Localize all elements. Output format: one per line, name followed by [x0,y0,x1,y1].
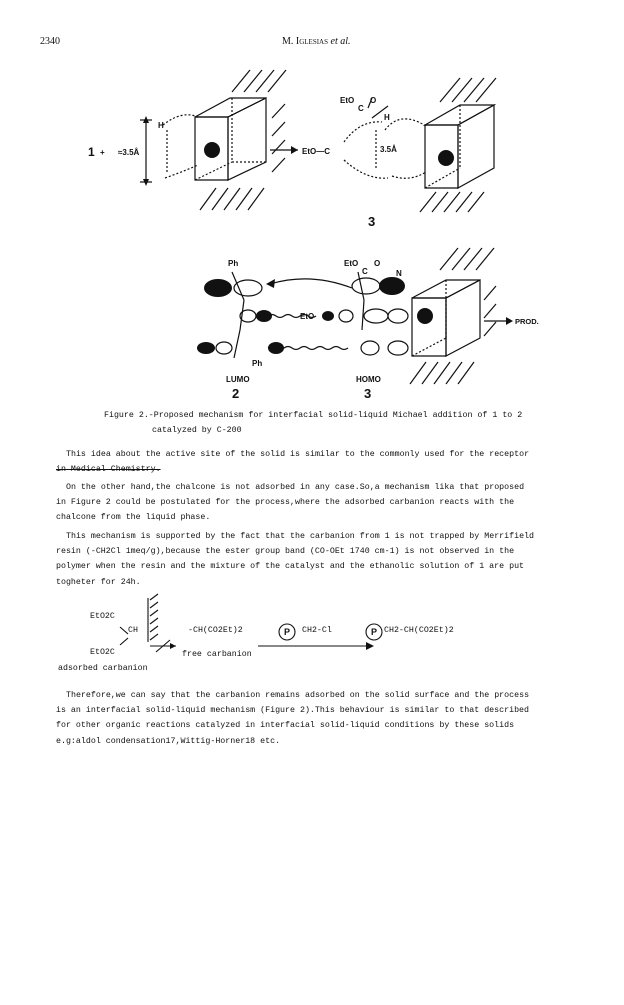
polymer-p-1: P [284,627,291,637]
scheme-free-label: free carbanion [182,650,252,659]
label-o-bottom: O [374,259,381,268]
label-compound-3-bottom: 3 [364,386,372,401]
p3-line-1: This mechanism is supported by the fact that the carbanion from 1 is not trapped by Merrifield [66,532,535,541]
page-number: 2340 [40,36,60,47]
label-eto-center: EtO [300,312,315,321]
p2-line-1: On the other hand,the chalcone is not adsorbed in any case.So,a mechanism lika that proposed [66,483,525,492]
p4-line-1: Therefore,we can say that the carbanion remains adsorbed on the solid surface and the process [66,691,530,700]
p4-line-4: e.g:aldol condensation17,Wittig-Horner18 etc. [56,736,281,746]
label-eto-top: EtO [340,96,355,105]
author-suffix: et al. [330,36,351,47]
scheme-product: CH2-CH(CO2Et)2 [384,626,454,635]
caption-line-2: catalyzed by C-200 [152,426,242,436]
label-c-top: C [358,104,364,113]
scheme-eto2c-top: EtO2C [90,612,115,621]
author-name: M. Iglesias [282,36,329,47]
scheme-ch: CH [128,626,138,635]
p3-line-4: togheter for 24h. [56,577,141,587]
p2-line-3: chalcone from the liquid phase. [56,513,211,523]
label-ph-top: Ph [228,259,239,268]
p1-line-2: in Medical Chemistry. [56,465,161,475]
label-homo: HOMO [356,375,381,384]
label-h-left: H [158,121,164,130]
label-compound-2: 2 [232,386,240,401]
label-lumo: LUMO [226,375,250,384]
p3-line-3: polymer when the resin and the mixture of the catalyst and the ethanolic solution of 1 are put [56,562,525,572]
scheme-free-anion: -CH(CO2Et)2 [188,626,243,635]
scheme-ch2cl: CH2-Cl [302,626,332,635]
label-ph-bottom: Ph [252,359,263,368]
polymer-p-2: P [371,627,378,637]
label-n-bottom: N [396,269,402,278]
scheme-eto2c-bottom: EtO2C [90,648,115,657]
paragraph-4 [56,688,596,749]
p4-line-3: for other organic reactions catalyzed in interfacial solid-liquid conditions by these solids [56,721,515,731]
label-eto-c: EtO—C [302,147,330,156]
caption-line-1: Figure 2.-Proposed mechanism for interfacial solid-liquid Michael addition of 1 to 2 [104,411,523,420]
scheme-adsorbed-label: adsorbed carbanion [58,664,148,673]
label-h-right: H [384,113,390,122]
label-prod: PROD. [515,317,539,326]
label-c-bottom: C [362,267,368,276]
p3-line-2: resin (-CH2Cl 1meq/g),because the ester group band (CO-OEt 1740 cm-1) is not observed in the [56,547,515,557]
p1-line-1: This idea about the active site of the solid is similar to the commonly used for the receptor [66,450,530,459]
label-plus: + [100,148,105,157]
label-compound-3-top: 3 [368,214,376,229]
p4-line-2: is an interfacial solid-liquid mechanism (Figure 2).This behaviour is similar to that described [56,706,529,716]
p2-line-2: in Figure 2 could be postulated for the process,where the adsorbed carbanion reacts with the [56,498,515,508]
label-eto-bottom: EtO [344,259,359,268]
label-o-top: O [370,96,377,105]
label-dist-right: 3.5Å [380,145,397,154]
label-compound-1: 1 [88,145,95,159]
label-dist-left: ≈3.5Å [118,148,140,157]
